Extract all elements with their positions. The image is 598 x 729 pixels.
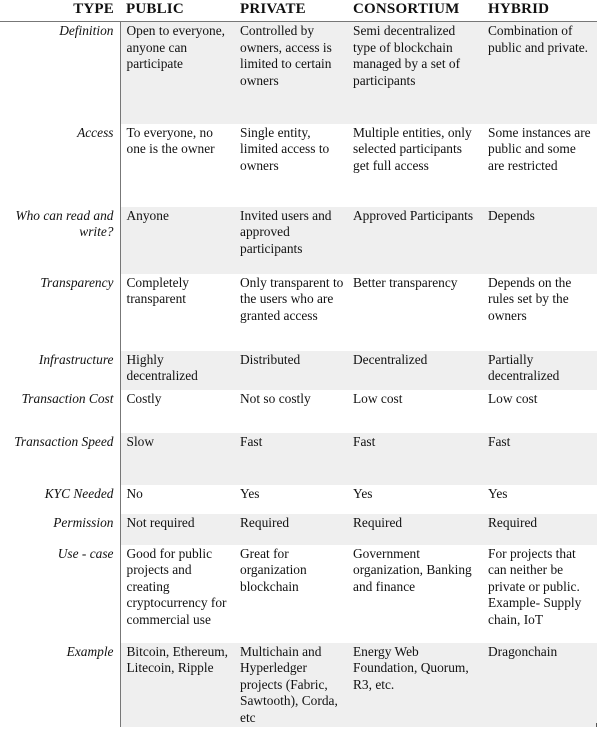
row-label: Use - case	[0, 545, 120, 643]
row-label: Who can read and write?	[0, 207, 120, 274]
cell-public: Completely transparent	[126, 274, 189, 307]
cell-private: Multichain and Hyperledger projects (Fabric, Sawtooth), Corda, etc	[234, 643, 347, 727]
cell-hybrid: Depends	[482, 207, 597, 274]
cell-hybrid: Yes	[488, 485, 508, 501]
cell-consortium: Required	[347, 514, 482, 545]
header-private: PRIVATE	[234, 0, 347, 22]
cell-consortium: Government organization, Banking and finance	[353, 545, 472, 594]
cell-public: To everyone, no one is the owner	[126, 124, 215, 157]
cell-consortium: Multiple entities, only selected participants get full access	[353, 124, 472, 173]
header-row	[0, 0, 597, 22]
cell-public: Costly	[126, 390, 162, 406]
cell-consortium: Decentralized	[347, 351, 482, 390]
table-row-use-case	[0, 545, 597, 643]
cell-private: Great for organization blockchain	[240, 545, 307, 594]
cell-public: Not required	[120, 514, 234, 545]
cell-public: Bitcoin, Ethereum, Litecoin, Ripple	[120, 643, 234, 727]
table-row-example	[0, 643, 597, 727]
table-row-definition	[0, 22, 597, 124]
cell-private: Single entity, limited access to owners	[240, 124, 330, 173]
cell-private: Yes	[240, 485, 260, 501]
header-type: TYPE	[0, 0, 120, 22]
table-row-access	[0, 124, 597, 207]
cell-hybrid: Low cost	[488, 390, 538, 406]
header-hybrid: HYBRID	[482, 0, 597, 22]
cell-private: Invited users and approved participants	[234, 207, 347, 274]
cell-public: Anyone	[120, 207, 234, 274]
cell-public: No	[126, 485, 143, 501]
table-row-infrastructure	[0, 351, 597, 390]
header-consortium: CONSORTIUM	[347, 0, 482, 22]
table-row-permission	[0, 514, 597, 545]
cell-private: Required	[234, 514, 347, 545]
row-label: Transaction Speed	[0, 433, 120, 485]
cell-consortium: Fast	[347, 433, 482, 485]
cell-consortium: Energy Web Foundation, Quorum, R3, etc.	[347, 643, 482, 727]
row-label: Example	[0, 643, 120, 727]
table-row-kyc	[0, 485, 597, 514]
cell-public: Highly decentralized	[120, 351, 234, 390]
cell-private: Not so costly	[240, 390, 311, 406]
cell-hybrid: Dragonchain	[482, 643, 597, 727]
table-row-transaction-speed	[0, 433, 597, 485]
cell-private: Only transparent to the users who are granted access	[240, 274, 344, 323]
table-row-transaction-cost	[0, 390, 597, 433]
row-label: KYC Needed	[0, 485, 120, 514]
cell-public: Good for public projects and creating cryptocurrency for commercial use	[126, 545, 227, 627]
cell-hybrid: For projects that can neither be private or public. Example- Supply chain, IoT	[488, 545, 582, 627]
row-label: Definition	[0, 22, 120, 124]
cell-consortium: Yes	[353, 485, 373, 501]
row-label: Access	[0, 124, 120, 207]
table-row-transparency	[0, 274, 597, 351]
cell-hybrid: Some instances are public and some are restricted	[488, 124, 591, 173]
cell-private: Controlled by owners, access is limited to certain owners	[234, 22, 347, 124]
cell-consortium: Approved Participants	[347, 207, 482, 274]
corner-tick-mark	[596, 723, 597, 727]
cell-hybrid: Required	[482, 514, 597, 545]
row-label: Transaction Cost	[0, 390, 120, 433]
header-public: PUBLIC	[120, 0, 234, 22]
table-row-read-write	[0, 207, 597, 274]
cell-private: Fast	[234, 433, 347, 485]
cell-hybrid: Fast	[482, 433, 597, 485]
cell-hybrid: Depends on the rules set by the owners	[488, 274, 572, 323]
cell-consortium: Better transparency	[353, 274, 458, 290]
cell-hybrid: Combination of public and private.	[482, 22, 597, 124]
cell-public: Slow	[120, 433, 234, 485]
cell-consortium: Semi decentralized type of blockchain managed by a set of participants	[347, 22, 482, 124]
row-label: Transparency	[0, 274, 120, 351]
cell-private: Distributed	[234, 351, 347, 390]
row-label: Infrastructure	[0, 351, 120, 390]
row-label: Permission	[0, 514, 120, 545]
cell-public: Open to everyone, anyone can participate	[120, 22, 234, 124]
cell-hybrid: Partially decentralized	[482, 351, 597, 390]
cell-consortium: Low cost	[353, 390, 403, 406]
